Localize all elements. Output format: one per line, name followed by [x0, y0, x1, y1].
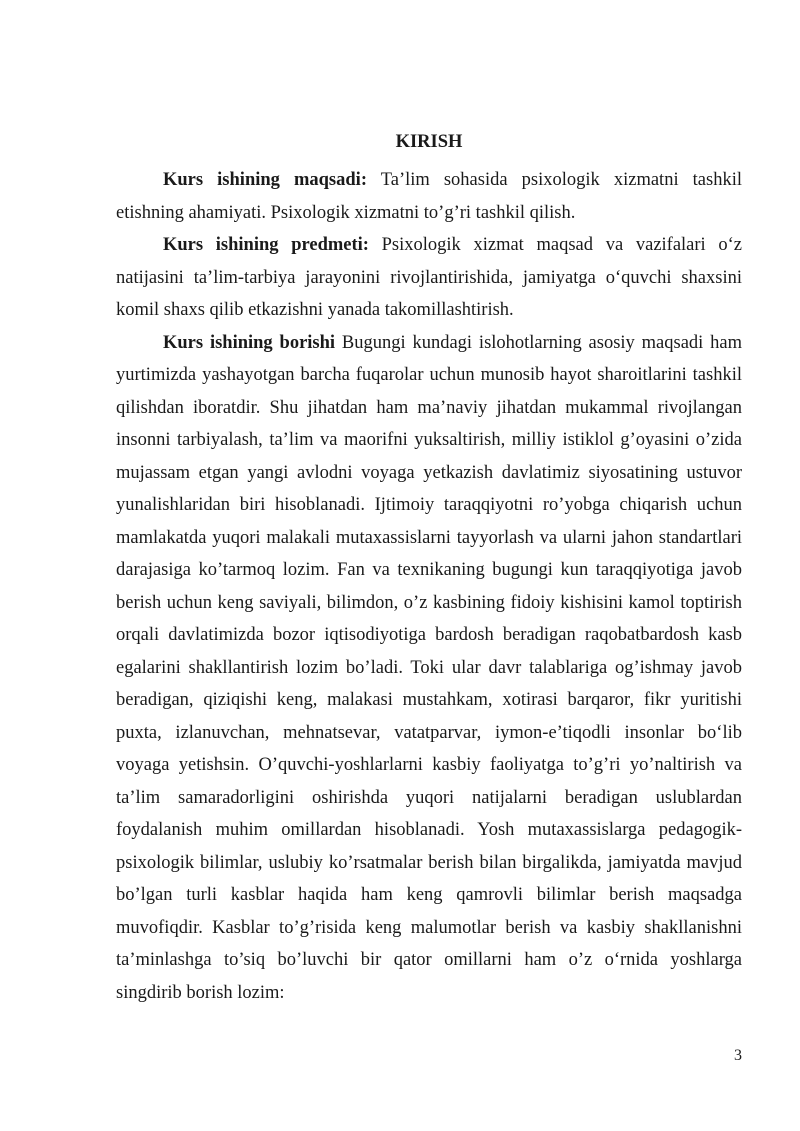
paragraph-subject-text: Psixologik xizmat maqsad va vazifalari o‘z natijasini ta’lim-tarbiya jarayonini rivojlantirishida, jamiyatga o‘quvchi shaxsini komil shaxs qilib etkazishni yanada takomillashtirish.	[116, 235, 742, 320]
page-number: 3	[734, 1047, 742, 1064]
paragraph-goal	[116, 164, 742, 229]
document-page	[116, 130, 742, 1009]
paragraph-progress-text: Bugungi kundagi islohotlarning asosiy maqsadi ham yurtimizda yashayotgan barcha fuqarolar uchun munosib hayot sharoitlarini tashkil qilishdan iboratdir. Shu jihatdan ham ma’naviy jihatdan mukammal rivojlangan insonni tarbiyalash, ta’lim va maorifni yuksaltirish, milliy istiklol g’oyasini o’zida mujassam etgan yangi avlodni voyaga yetkazish davlatimiz siyosatining ustuvor yunalishlaridan biri hisoblanadi. Ijtimoiy taraqqiyotni ro’yobga chiqarish uchun mamlakatda yuqori malakali mutaxassislarni tayyorlash va ularni jahon standartlari darajasiga ko’tarmoq lozim. Fan va texnikaning bugungi kun taraqqiyotiga javob berish uchun keng saviyali, bilimdon, o’z kasbining fidoiy kishisini kamol toptirish orqali davlatimizda bozor iqtisodiyotiga bardosh beradigan raqobatbardosh kasb egalarini shakllantirish lozim bo’ladi. Toki ular davr talablariga og’ishmay javob beradigan, qiziqishi keng, malakasi mustahkam, xotirasi barqaror, fikr yuritishi puxta, izlanuvchan, mehnatsevar, vatatparvar, iymon-e’tiqodli insonlar bo‘lib voyaga yetishsin. O’quvchi-yoshlarlarni kasbiy faoliyatga to’g’ri yo’naltirish va ta’lim samaradorligini oshirishda yuqori natijalarni beradigan uslublardan foydalanish muhim omillardan hisoblanadi. Yosh mutaxassislarga pedagogik-psixologik bilimlar, uslubiy ko’rsatmalar berish bilan birgalikda, jamiyatda mavjud bo’lgan turli kasblar haqida ham keng qamrovli bilimlar berish maqsadga muvofiqdir. Kasblar to’g’risida keng malumotlar berish va kasbiy shakllanishni ta’minlashga to’siq bo’luvchi bir qator omillarni ham o’z o‘rnida yoshlarga singdirib borish lozim:	[116, 332, 742, 1003]
paragraph-progress	[116, 327, 742, 1010]
paragraph-goal-lead: Kurs ishining maqsadi:	[163, 170, 367, 190]
paragraph-progress-lead: Kurs ishining borishi	[163, 332, 336, 353]
document-title: KIRISH	[395, 132, 463, 152]
paragraph-subject	[116, 229, 742, 327]
paragraph-goal-text: Ta’lim sohasida psixologik xizmatni tashkil etishning ahamiyati. Psixologik xizmatni to’g’ri tashkil qilish.	[116, 170, 742, 223]
paragraph-subject-lead: Kurs ishining predmeti:	[163, 235, 369, 255]
